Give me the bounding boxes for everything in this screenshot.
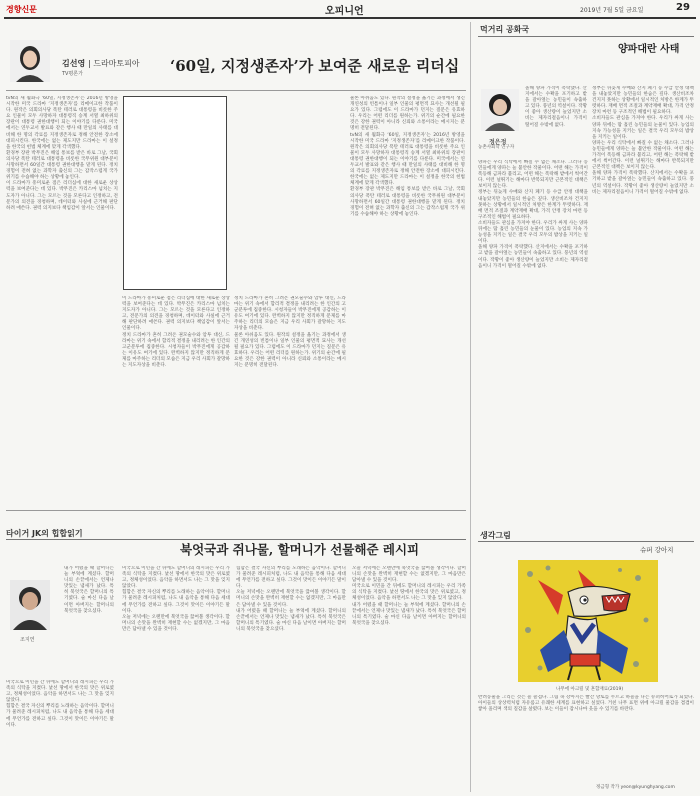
paragraph: 반려동물을 그리는 것은 늘 즐겁다. 그림 속 강아지는 빨간 망토를 두르고 하늘을 나는 슈퍼히어로가 되었다. 아이들의 상상력처럼 자유롭고 유쾌한 세계를 표현하고 싶었다. 거친 나무 표면 위에 아크릴 물감을 겹겹이 쌓아 올리며 색의 질감을 살렸다. 보는 이들이 잠시나마 웃을 수 있기를 바란다.: [478, 695, 694, 713]
column2-headline: 양파대란 사태: [618, 44, 680, 55]
paragraph: 정부는 뒤늦게 수매와 산지 폐기 등 수급 안정 대책을 내놓았지만 농민들의 한숨은 깊다. 생산비조차 건지지 못하는 상황에서 일시적인 처방은 한계가 뚜렷하다. 재배 면적 조절과 계약재배 확대, 가격 안정 장치 마련 등 구조적인 해법이 필요하다.: [478, 190, 588, 220]
paragraph: 정치 드라마가 흔히 그려온 권모술수와 암투 대신, 드라마는 위기 속에서 합리적 결정을 내리려는 한 인간의 고군분투에 집중한다. 시청자들이 박무진에게 공감하는 이유도 여기에 있다. 완벽하지 않지만 정직하게 문제를 마주하는 리더의 모습은 지금 우리 사회가 갈망하는 지도자상을 비춘다.: [122, 332, 230, 369]
cartoon-label: 생각그림: [480, 531, 511, 540]
masthead-rule: [4, 17, 696, 19]
column1-head-rule: [6, 90, 466, 91]
paragraph: 오늘 저녁에는 오랜만에 북엇국을 끓여볼 생각이다. 할머니의 손맛을 완벽히 재현할 수는 없겠지만, 그 마음만은 담아낼 수 있을 것이다.: [236, 590, 346, 608]
column3-text-e: [352, 566, 466, 790]
column3-text-d: [236, 566, 346, 790]
column2-text-c: [592, 86, 694, 532]
paragraph: 환경부 장관 박무진은 해임 통보를 받은 바로 그날, 국회의사당 폭탄 테러로 대통령을 비롯한 국무위원 대부분이 사망하면서 60일간 대통령 권한대행을 맡게 된다. 정치 경험이 전혀 없는 과학자 출신의 그는 갑작스럽게 국가 위기를 수습해야 하는 상황에 놓인다.: [350, 187, 465, 217]
column1-text-a: [6, 96, 118, 504]
paragraph: 힙합은 결국 자신의 뿌리를 노래하는 음악이다. 할머니가 물려준 레시피처럼, 나도 내 음악을 통해 다음 세대에 무언가를 전하고 싶다. 그것이 맛이든 이야기든 말이다.: [236, 566, 346, 590]
cartoon-credit: 정금형 작가 yeon@kyunghyang.com: [596, 785, 675, 790]
paragraph: 내가 어렸을 때 할머니는 늘 부엌에 계셨다. 할머니의 손끝에서는 언제나 맛있는 냄새가 났다. 특히 북엇국은 할머니의 특기였다. 술 마신 다음 날이면 아버지는 할머니의 북엇국을 찾으셨다.: [352, 602, 466, 626]
section-title: 오피니언: [325, 6, 364, 17]
author-photo-tiger: [10, 580, 50, 630]
column1-headline: ‘60일, 지정생존자’가 보여준 새로운 리더십: [170, 57, 460, 75]
column1-text-d: [350, 96, 465, 504]
column2-text-a: [525, 86, 587, 156]
cartoon-painting: [518, 560, 658, 682]
paragraph: 올해 양파 가격이 폭락했다. 산지에서는 수확을 포기하고 밭을 갈아엎는 농민들이 속출하고 있다. 풍년의 역설이다. 작황이 좋아 생산량이 늘었지만 소비는 제자리걸음이니 가격이 떨어질 수밖에 없다.: [525, 86, 587, 128]
column3-headline: 북엇국과 쥐나물, 할머니가 선물해준 레시피: [180, 542, 420, 557]
paragraph: 이 드라마가 흥미로운 점은 리더십에 대한 새로운 상상력을 보여준다는 데 있다. 박무진은 카리스마 넘치는 지도자가 아니다. 그는 모르는 것을 모른다고 인정하고, 전문가의 의견을 경청하며, 데이터와 사실에 근거해 판단하려 애쓴다. 권력 의지보다 책임감이 앞서는 인물이다.: [122, 296, 230, 332]
paragraph: 소비자들도 관심을 가져야 한다. 우리가 싸게 사는 양파 뒤에는 땀 흘린 농민들의 눈물이 있다. 농업의 지속 가능성을 지키는 일은 결국 우리 모두의 밥상을 지키는 일이다.: [592, 116, 694, 140]
paragraph: tvN의 새 월화극 ‘60일, 지정생존자’는 2016년 방영을 시작한 미국 드라마 ‘지정생존자’를 리메이크한 작품이다. 원작은 의회의사당 폭탄 테러로 대통령을 비롯한 주요 인물이 모두 사망하자 대통령직 승계 서열 최하위의 장관이 대통령 권한대행이 되는 이야기를 다룬다. 미국에서는 연두교서 발표와 같은 행사 때 만일의 사태를 대비해 한 명의 각료를 지정생존자로 정해 안전한 장소에 대피시킨다. 한국에는 없는 제도지만 드라마는 이 설정을 한국의 헌법 체계에 맞게 각색했다.: [350, 132, 465, 187]
column1-author-name: 김선영: [62, 59, 86, 68]
paragraph: 내가 어렸을 때 할머니는 늘 부엌에 계셨다. 할머니의 손끝에서는 언제나 맛있는 냄새가 났다. 특히 북엇국은 할머니의 특기였다. 술 마신 다음 날이면 아버지는 할머니의 북엇국을 찾으셨다.: [64, 566, 114, 614]
paragraph: 오늘 저녁에는 오랜만에 북엇국을 끓여볼 생각이다. 할머니의 손맛을 완벽히 재현할 수는 없겠지만, 그 마음만은 담아낼 수 있을 것이다.: [352, 566, 466, 584]
column1-author-suffix: | 드라마토피아: [87, 59, 140, 68]
paragraph: tvN의 새 월화극 ‘60일, 지정생존자’는 2016년 방영을 시작한 미국 드라마 ‘지정생존자’를 리메이크한 작품이다. 원작은 의회의사당 폭탄 테러로 대통령을 비롯한 주요 인물이 모두 사망하자 대통령직 승계 서열 최하위의 장관이 대통령 권한대행이 되는 이야기를 다룬다. 미국에서는 연두교서 발표와 같은 행사 때 만일의 사태를 대비해 한 명의 각료를 지정생존자로 정해 안전한 장소에 대피시킨다. 한국에는 없는 제도지만 드라마는 이 설정을 한국의 헌법 체계에 맞게 각색했다.: [6, 96, 118, 150]
paragraph: 미국으로 이민을 간 뒤에도 할머니의 레시피는 우리 가족의 식탁을 지켰다. 낯선 땅에서 한국의 맛은 위로였고, 정체성이었다. 음악을 하면서도 나는 그 맛을 잊지 않았다.: [122, 566, 230, 590]
paragraph: 물론 아쉬움도 있다. 원작의 설정을 옮기는 과정에서 생긴 개연성의 빈틈이나 일부 인물의 평면적 묘사는 개선될 필요가 있다. 그럼에도 이 드라마가 던지는 질문은 유효하다. 우리는 어떤 리더를 원하는가. 위기의 순간에 필요한 것은 강한 권력이 아니라 신뢰와 소통이라는 메시지는 분명히 전달된다.: [234, 332, 346, 369]
paragraph: 오늘 저녁에는 오랜만에 북엇국을 끓여볼 생각이다. 할머니의 손맛을 완벽히 재현할 수는 없겠지만, 그 마음만은 담아낼 수 있을 것이다.: [122, 614, 230, 632]
page-number: 29: [676, 2, 690, 13]
column2-label-rule: [478, 36, 694, 37]
column2-vertical-rule: [470, 22, 471, 532]
column2-label: 먹거리 공화국: [480, 25, 530, 34]
article-image-box: [123, 96, 227, 290]
super-dog-painting: [518, 560, 658, 682]
cartoon-label-rule: [478, 541, 694, 542]
author-photo-jeong: [481, 89, 519, 131]
paragraph: 이 드라마가 흥미로운 점은 리더십에 대한 새로운 상상력을 보여준다는 데 있다. 박무진은 카리스마 넘치는 지도자가 아니다. 그는 모르는 것을 모른다고 인정하고, 전문가의 의견을 경청하며, 데이터와 사실에 근거해 판단하려 애쓴다. 권력 의지보다 책임감이 앞서는 인물이다.: [6, 181, 118, 211]
column2-text-b: [478, 160, 588, 532]
paragraph: 양파는 우리 식탁에서 빠질 수 없는 채소다. 그러나 농민들에게 양파는 늘 불안한 작물이다. 어떤 해는 가격이 폭등해 금파라 불리고, 어떤 해는 폭락해 밭에서 썩어간다. 이런 널뛰기는 해마다 반복되지만 근본적인 대책은 보이지 않는다.: [478, 160, 588, 190]
column2-author: 정은정: [489, 139, 507, 146]
paragraph: 힙합은 결국 자신의 뿌리를 노래하는 음악이다. 할머니가 물려준 레시피처럼, 나도 내 음악을 통해 다음 세대에 무언가를 전하고 싶다. 그것이 맛이든 이야기든 말이다.: [122, 590, 230, 614]
cartoon-body: [478, 695, 694, 781]
paragraph: 정부는 뒤늦게 수매와 산지 폐기 등 수급 안정 대책을 내놓았지만 농민들의 한숨은 깊다. 생산비조차 건지지 못하는 상황에서 일시적인 처방은 한계가 뚜렷하다. 재배 면적 조절과 계약재배 확대, 가격 안정 장치 마련 등 구조적인 해법이 필요하다.: [592, 86, 694, 116]
author-portrait-icon: [10, 40, 50, 82]
column1-text-b: [122, 296, 230, 504]
column1-author: [62, 58, 140, 69]
author-portrait-icon: [481, 89, 519, 131]
paragraph: 물론 아쉬움도 있다. 원작의 설정을 옮기는 과정에서 생긴 개연성의 빈틈이나 일부 인물의 평면적 묘사는 개선될 필요가 있다. 그럼에도 이 드라마가 던지는 질문은 유효하다. 우리는 어떤 리더를 원하는가. 위기의 순간에 필요한 것은 강한 권력이 아니라 신뢰와 소통이라는 메시지는 분명히 전달된다.: [350, 96, 465, 132]
column3-text-c: [122, 566, 230, 790]
paragraph: 내가 어렸을 때 할머니는 늘 부엌에 계셨다. 할머니의 손끝에서는 언제나 맛있는 냄새가 났다. 특히 북엇국은 할머니의 특기였다. 술 마신 다음 날이면 아버지는 할머니의 북엇국을 찾으셨다.: [236, 608, 346, 632]
column1-author-role: TV평론가: [62, 71, 83, 77]
column3-text-a: [64, 566, 114, 676]
column3-text-b: [6, 680, 114, 790]
paragraph: 올해 양파 가격이 폭락했다. 산지에서는 수확을 포기하고 밭을 갈아엎는 농민들이 속출하고 있다. 풍년의 역설이다. 작황이 좋아 생산량이 늘었지만 소비는 제자리걸음이니 가격이 떨어질 수밖에 없다.: [478, 245, 588, 269]
issue-date: 2019년 7월 5일 금요일: [580, 7, 644, 14]
column3-author: 조지연: [20, 637, 35, 643]
column3-label: 타이거 JK의 힙합읽기: [6, 529, 83, 538]
paragraph: 올해 양파 가격이 폭락했다. 산지에서는 수확을 포기하고 밭을 갈아엎는 농민들이 속출하고 있다. 풍년의 역설이다. 작황이 좋아 생산량이 늘었지만 소비는 제자리걸음이니 가격이 떨어질 수밖에 없다.: [592, 171, 694, 195]
paragraph: 소비자들도 관심을 가져야 한다. 우리가 싸게 사는 양파 뒤에는 땀 흘린 농민들의 눈물이 있다. 농업의 지속 가능성을 지키는 일은 결국 우리 모두의 밥상을 지키는 일이다.: [478, 220, 588, 245]
paragraph: 정치 드라마가 흔히 그려온 권모술수와 암투 대신, 드라마는 위기 속에서 합리적 결정을 내리려는 한 인간의 고군분투에 집중한다. 시청자들이 박무진에게 공감하는 이유도 여기에 있다. 완벽하지 않지만 정직하게 문제를 마주하는 리더의 모습은 지금 우리 사회가 갈망하는 지도자상을 비춘다.: [234, 296, 346, 332]
paragraph: 힙합은 결국 자신의 뿌리를 노래하는 음악이다. 할머니가 물려준 레시피처럼, 나도 내 음악을 통해 다음 세대에 무언가를 전하고 싶다. 그것이 맛이든 이야기든 말이다.: [6, 704, 114, 728]
paragraph: 양파는 우리 식탁에서 빠질 수 없는 채소다. 그러나 농민들에게 양파는 늘 불안한 작물이다. 어떤 해는 가격이 폭등해 금파라 불리고, 어떤 해는 폭락해 밭에서 썩어간다. 이런 널뛰기는 해마다 반복되지만 근본적인 대책은 보이지 않는다.: [592, 140, 694, 171]
column1-text-c: [234, 296, 346, 504]
cartoon-vertical-rule: [470, 530, 471, 792]
cartoon-subtitle: 슈퍼 강아지: [640, 546, 674, 554]
column2-author-role: 농촌사회학 연구자: [478, 145, 515, 150]
cartoon-caption: 나무에 아크릴 및 혼합재료(2019): [556, 687, 624, 692]
paragraph: 미국으로 이민을 간 뒤에도 할머니의 레시피는 우리 가족의 식탁을 지켰다. 낯선 땅에서 한국의 맛은 위로였고, 정체성이었다. 음악을 하면서도 나는 그 맛을 잊지 않았다.: [352, 584, 466, 602]
author-portrait-icon: [10, 580, 50, 630]
paper-logo: 경향신문: [6, 5, 37, 14]
column1-bottom-rule: [6, 510, 466, 511]
paragraph: 환경부 장관 박무진은 해임 통보를 받은 바로 그날, 국회의사당 폭탄 테러로 대통령을 비롯한 국무위원 대부분이 사망하면서 60일간 대통령 권한대행을 맡게 된다. 정치 경험이 전혀 없는 과학자 출신의 그는 갑작스럽게 국가 위기를 수습해야 하는 상황에 놓인다.: [6, 150, 118, 181]
paragraph: 미국으로 이민을 간 뒤에도 할머니의 레시피는 우리 가족의 식탁을 지켰다. 낯선 땅에서 한국의 맛은 위로였고, 정체성이었다. 음악을 하면서도 나는 그 맛을 잊지 않았다.: [6, 680, 114, 704]
author-photo-kim: [10, 40, 50, 82]
